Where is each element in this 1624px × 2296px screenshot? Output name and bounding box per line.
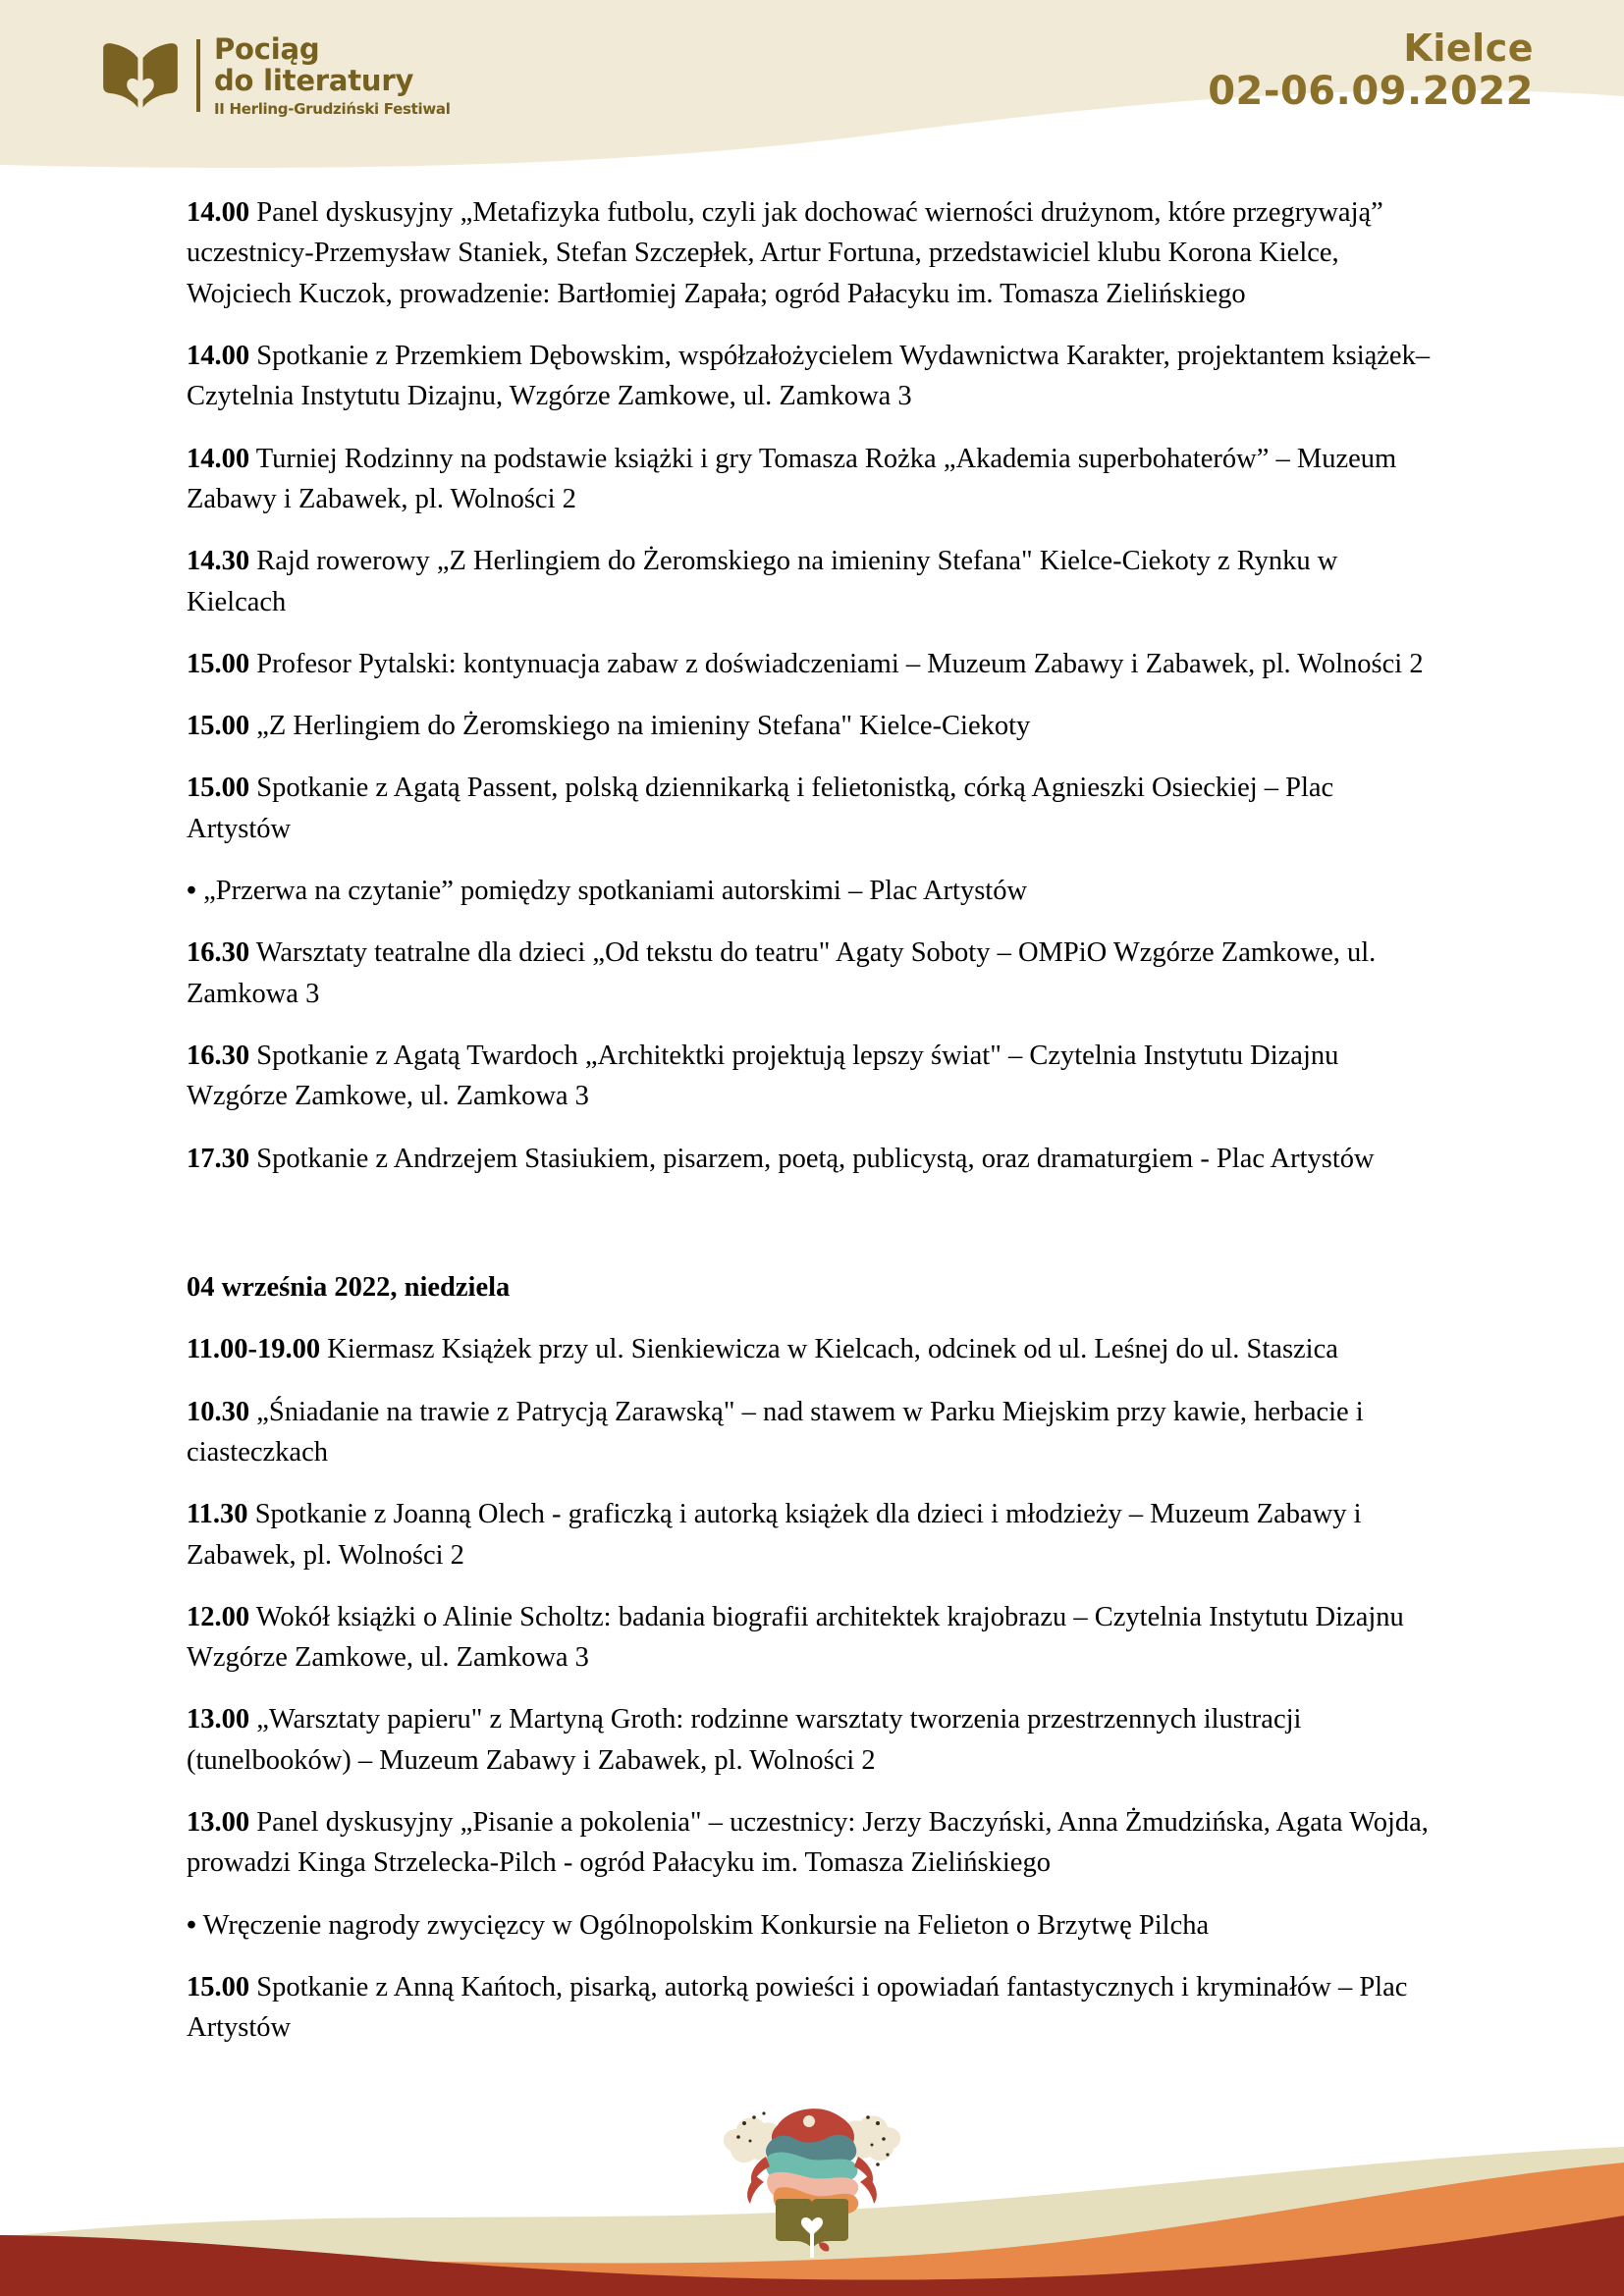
program-entry [187,1699,1437,1781]
program-entry [187,1036,1437,1117]
entry-time: 12.00 [187,1601,250,1632]
program-entry [187,439,1437,520]
logo-title-line2: do literatury [214,63,414,97]
program-list-day2 [187,1329,1437,2048]
program-list-day1 [187,192,1437,1179]
entry-time: 15.00 [187,1972,250,2002]
entry-description: Spotkanie z Agatą Passent, polską dziennikarką i felietonistką, córką Agnieszki Osieckiej – Plac Artystów [187,773,1334,844]
page-footer [0,2090,1624,2296]
entry-time: 11.30 [187,1499,248,1530]
entry-description: „Warsztaty papieru" z Martyną Groth: rodzinne warsztaty tworzenia przestrzennych ilustracji (tunelbooków) – Muzeum Zabawy i Zabawek, pl. Wolności 2 [187,1704,1302,1776]
entry-time: 10.30 [187,1396,250,1427]
entry-time: 13.00 [187,1704,250,1735]
program-entry [187,1905,1437,1946]
day-heading: 04 września 2022, niedziela [187,1271,511,1303]
entry-description: Spotkanie z Agatą Twardoch „Architektki projektują lepszy świat" – Czytelnia Instytutu Dizajnu Wzgórze Zamkowe, ul. Zamkowa 3 [187,1041,1339,1112]
program-entry [187,1802,1437,1884]
entry-time: 15.00 [187,711,250,742]
program-entry [187,336,1437,417]
logo-subtitle: II Herling-Grudziński Festiwal [214,99,451,118]
event-dates: 02-06.09.2022 [1208,68,1534,114]
entry-time: 14.00 [187,340,250,371]
logo-divider [196,39,200,112]
program-entry [187,1597,1437,1679]
program-content [187,192,1437,2070]
section-spacer [187,1201,1437,1267]
entry-time: 17.30 [187,1143,250,1174]
entry-description: Profesor Pytalski: kontynuacja zabaw z doświadczeniami – Muzeum Zabawy i Zabawek, pl. Wolności 2 [249,648,1424,679]
program-entry [187,644,1437,684]
page-header [0,0,1624,187]
program-entry [187,768,1437,849]
entry-description: „Z Herlingiem do Żeromskiego na imieniny Stefana" Kielce-Ciekoty [249,711,1031,742]
footer-book-illustration-icon [709,2094,915,2261]
entry-time: 15.00 [187,648,250,679]
entry-time: 16.30 [187,937,250,969]
entry-description: Kiermasz Książek przy ul. Sienkiewicza w Kielcach, odcinek od ul. Leśnej do ul. Staszica [320,1334,1338,1365]
event-city: Kielce [1403,27,1534,70]
program-entry [187,1967,1437,2049]
program-entry [187,192,1437,314]
entry-description: „Śniadanie na trawie z Patrycją Zarawską" – nad stawem w Parku Miejskim przy kawie, herbacie i ciasteczkach [187,1396,1364,1468]
entry-description: Spotkanie z Przemkiem Dębowskim, współzałożycielem Wydawnictwa Karakter, projektantem książek– Czytelnia Instytutu Dizajnu, Wzgórze Zamkowe, ul. Zamkowa 3 [187,340,1431,412]
program-entry [187,871,1437,911]
open-book-heart-logo-icon [98,33,183,118]
entry-description: Panel dyskusyjny „Pisanie a pokolenia" – uczestnicy: Jerzy Baczyński, Anna Żmudzińska, Agata Wojda, prowadzi Kinga Strzelecka-Pilch - ogród Pałacyku im. Tomasza Zielińskiego [187,1807,1429,1879]
entry-description: Spotkanie z Anną Kańtoch, pisarką, autorką powieści i opowiadań fantastycznych i kryminałów – Plac Artystów [187,1972,1408,2044]
entry-description: „Przerwa na czytanie” pomiędzy spotkaniami autorskimi – Plac Artystów [195,876,1028,907]
entry-description: Turniej Rodzinny na podstawie książki i gry Tomasza Rożka „Akademia superbohaterów” – Muzeum Zabawy i Zabawek, pl. Wolności 2 [187,443,1397,514]
logo-title-line1: Pociąg [214,31,320,66]
program-entry [187,1392,1437,1473]
entry-time: 15.00 [187,773,250,804]
entry-description: Wokół książki o Alinie Scholtz: badania biografii architektek krajobrazu – Czytelnia Instytutu Dizajnu Wzgórze Zamkowe, ul. Zamkowa 3 [187,1601,1404,1674]
entry-time: 16.30 [187,1041,250,1071]
program-entry [187,933,1437,1014]
entry-description: Warsztaty teatralne dla dzieci „Od tekstu do teatru" Agaty Soboty – OMPiO Wzgórze Zamkowe, ul. Zamkowa 3 [187,937,1377,1009]
program-entry [187,1329,1437,1369]
program-entry [187,1139,1437,1179]
entry-time: 14.00 [187,197,250,228]
entry-description: Wręczenie nagrody zwycięzcy w Ogólnopolskim Konkursie na Felieton o Brzytwę Pilcha [195,1909,1210,1941]
entry-time: • [187,1909,196,1941]
entry-time: 14.00 [187,443,250,474]
entry-description: Spotkanie z Andrzejem Stasiukiem, pisarzem, poetą, publicystą, oraz dramaturgiem - Plac Artystów [249,1143,1375,1174]
festival-logo [98,33,451,118]
entry-description: Spotkanie z Joanną Olech - graficzką i autorką książek dla dzieci i młodzieży – Muzeum Zabawy i Zabawek, pl. Wolności 2 [187,1499,1362,1571]
entry-time: • [187,876,196,907]
program-entry [187,706,1437,746]
program-entry [187,541,1437,622]
entry-description: Panel dyskusyjny „Metafizyka futbolu, czyli jak dochować wierności drużynom, które przegrywają” uczestnicy-Przemysław Staniek, Stefan Szczepłek, Artur Fortuna, przedstawiciel klubu Korona Kielce, Wojciech Kuczok, prowadzenie: Bartłomiej Zapała; ogród Pałacyku im. Tomasza Zielińskiego [187,197,1383,309]
event-location-dates [1208,27,1534,113]
entry-description: Rajd rowerowy „Z Herlingiem do Żeromskiego na imieniny Stefana" Kielce-Ciekoty z Rynku w Kielcach [187,546,1338,617]
program-entry [187,1494,1437,1575]
entry-time: 14.30 [187,546,250,577]
entry-time: 13.00 [187,1807,250,1839]
entry-time: 11.00-19.00 [187,1334,321,1365]
